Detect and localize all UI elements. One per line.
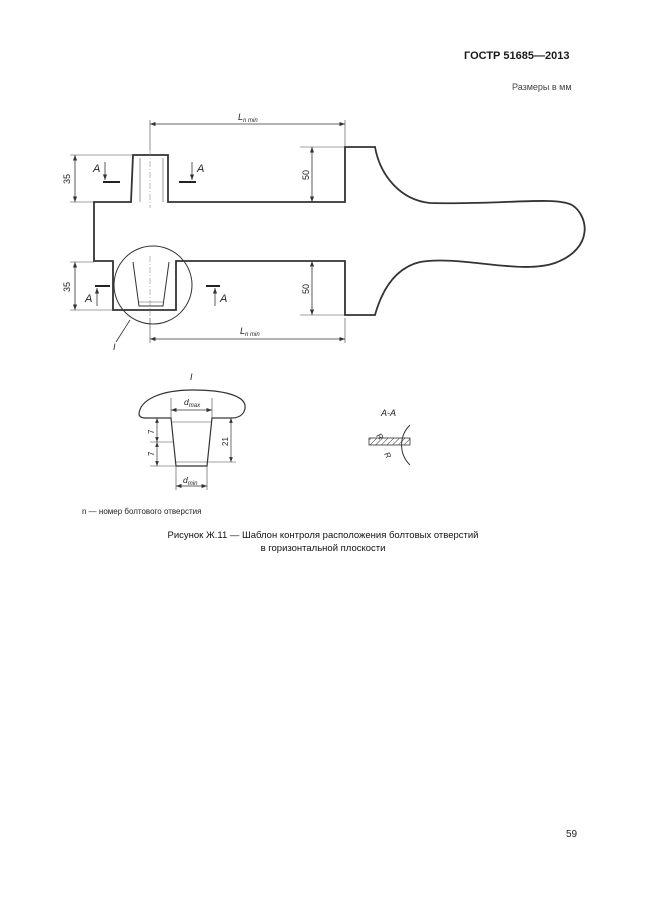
detail-title: I [190, 372, 193, 382]
dim-dmax-label: $d_{max}$ [184, 397, 201, 409]
dim-50-top: 50 [301, 169, 311, 180]
bottom-hole [133, 262, 169, 306]
footnote: n — номер болтового отверстия [82, 507, 202, 516]
section-mark-a: A [220, 293, 228, 305]
section-mark-a: A [85, 293, 93, 305]
page-number: 59 [566, 829, 578, 840]
dim-dmin-label: $d_{min}$ [183, 475, 198, 487]
radius-label: R [382, 450, 393, 461]
standard-number: ГОСТР 51685—2013 [464, 50, 570, 62]
radius-label: R [374, 431, 386, 442]
section-mark-a: A [197, 163, 205, 175]
section-mark-a: A [93, 163, 101, 175]
detail-circle [114, 246, 192, 324]
units-note: Размеры в мм [512, 82, 572, 92]
dim-35-bottom: 35 [62, 281, 72, 292]
dim-label-bottom: $L_{n min}$ [240, 326, 260, 338]
dim-7-top: 7 [147, 429, 156, 434]
dim-50-bottom: 50 [301, 283, 311, 294]
section-hatch [369, 438, 410, 445]
detail-mark: I [113, 342, 116, 352]
dim-7-bottom: 7 [147, 451, 156, 456]
figure-caption-line2: в горизонтальной плоскости [260, 543, 386, 554]
figure-caption-line1: Рисунок Ж.11 — Шаблон контроля расположения болтовых отверстий [167, 530, 479, 541]
template-outline [94, 147, 585, 315]
dim-35-top: 35 [62, 173, 72, 184]
dim-21: 21 [221, 437, 230, 446]
dim-label-top: $L_{n min}$ [238, 112, 258, 124]
section-title: А-А [381, 408, 397, 418]
detail-leader [116, 320, 130, 342]
